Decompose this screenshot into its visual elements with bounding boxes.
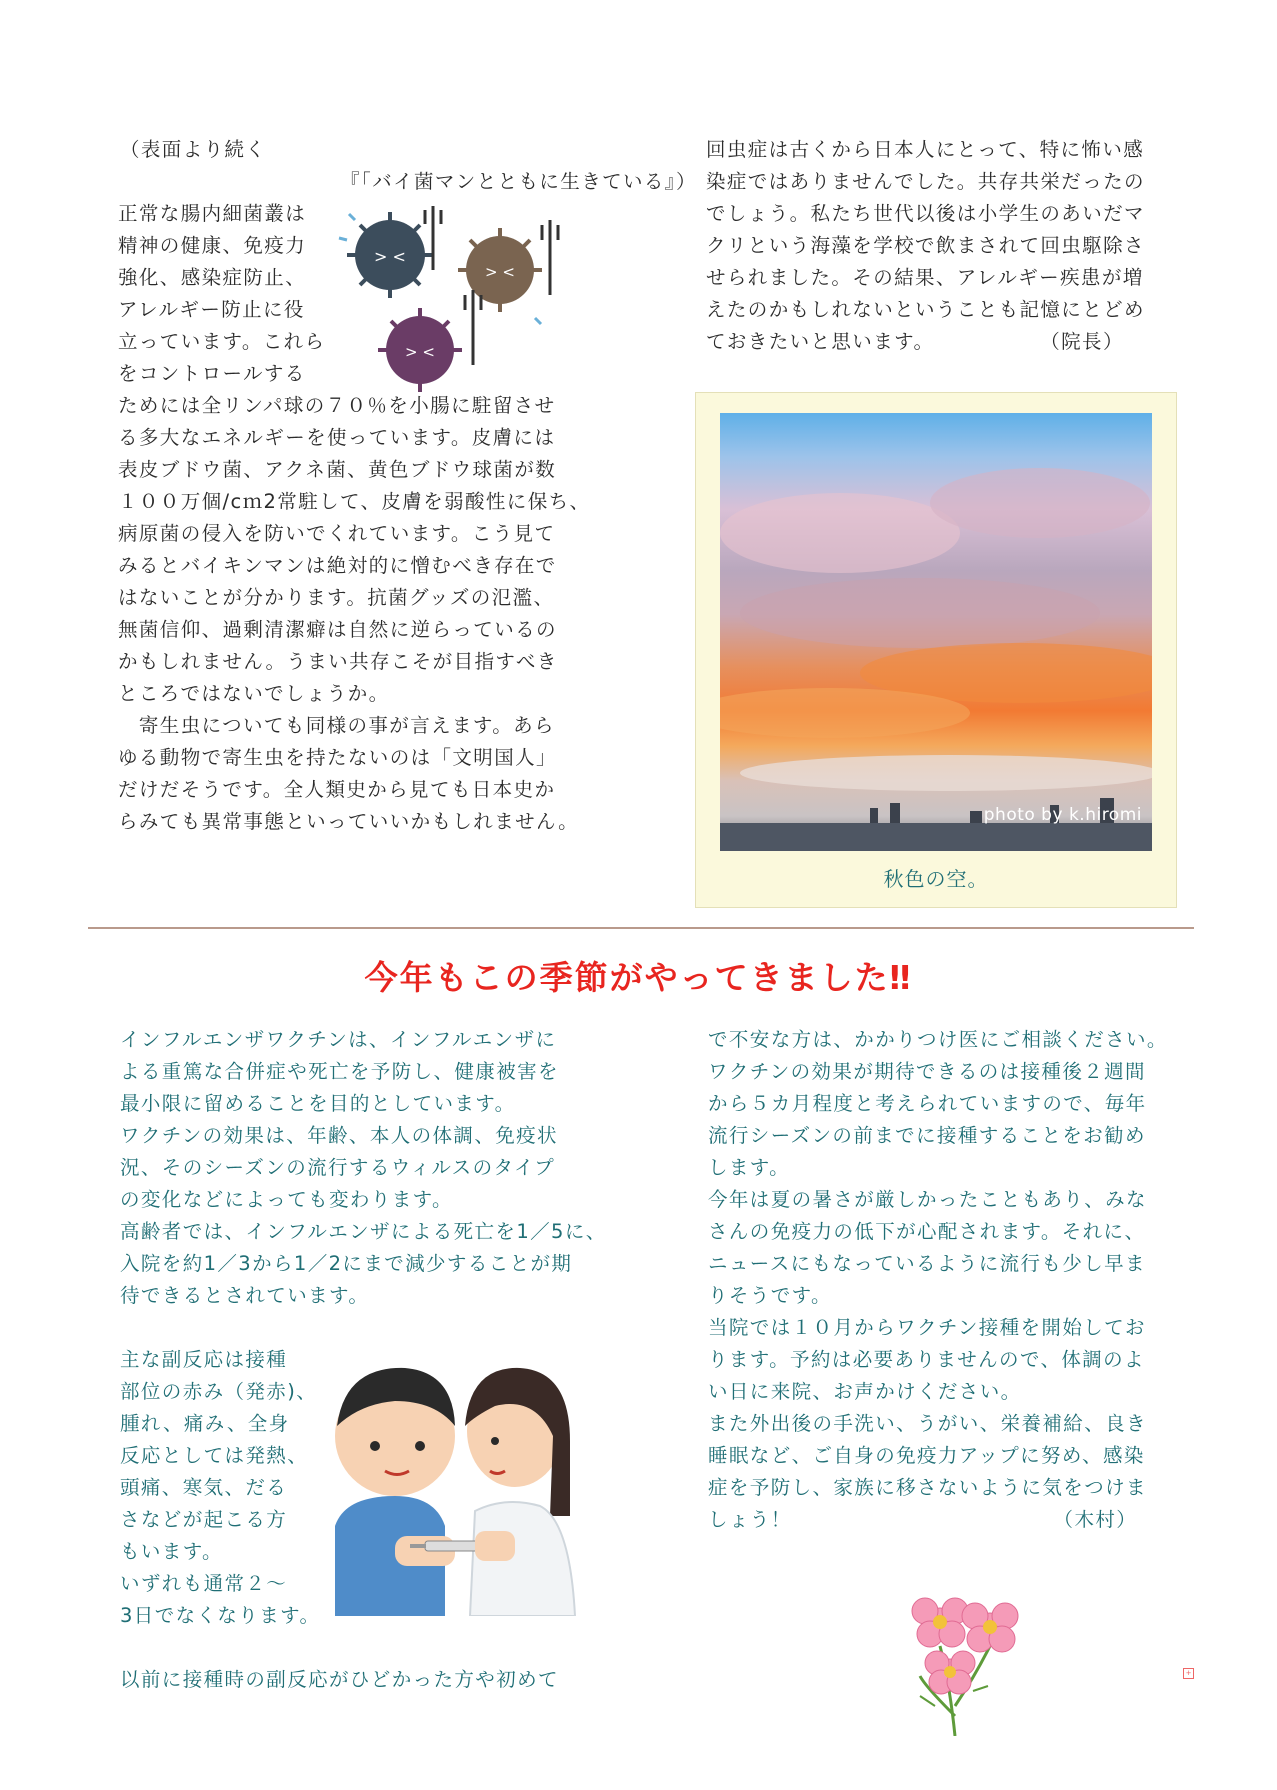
text-line: ためには全リンパ球の７０％を小腸に駐留させ (118, 394, 556, 417)
text-line: 病原菌の侵入を防いでくれています。こう見て (118, 522, 556, 545)
text-line: 以前に接種時の副反応がひどかった方や初めて (120, 1668, 559, 1691)
text-line: をコントロールする (118, 362, 306, 385)
text-line: ワクチンの効果は、年齢、本人の体調、免疫状 (120, 1124, 558, 1147)
text-line: さなどが起こる方 (120, 1508, 288, 1531)
text-line: ワクチンの効果が期待できるのは接種後２週間 (708, 1060, 1146, 1083)
article1-right-column (706, 134, 1182, 358)
text-line: いずれも通常２～ (120, 1572, 288, 1595)
text-line: ります。予約は必要ありませんので、体調のよ (708, 1348, 1145, 1371)
text-line: もいます。 (120, 1540, 223, 1563)
photo-frame (695, 392, 1177, 908)
text-line: でしょう。私たち世代以後は小学生のあいだマ (706, 202, 1145, 225)
text-line: 部位の赤み（発赤)、 (120, 1380, 318, 1403)
text-line: 強化、感染症防止、 (118, 266, 307, 289)
text-line: 待できるとされています。 (120, 1284, 370, 1307)
article2-left-column (120, 1024, 607, 1312)
text-line: 流行シーズンの前までに接種することをお勧め (708, 1124, 1146, 1147)
text-line: 3日でなくなります。 (120, 1604, 321, 1627)
text-line: えたのかもしれないということも記憶にとどめ (706, 298, 1145, 321)
text-line: します。 (708, 1156, 791, 1179)
photo-credit: photo by k.hiromi (983, 805, 1142, 825)
autumn-sky-photo (720, 413, 1152, 851)
text-line: 最小限に留めることを目的としています。 (120, 1092, 516, 1115)
text-line: 『「バイ菌マンとともに生きている』） (120, 170, 697, 193)
text-line: い日に来院、お声かけください。 (708, 1380, 1022, 1403)
text-line: また外出後の手洗い、うがい、栄養補給、良き (708, 1412, 1147, 1435)
text-line: 睡眠など、ご自身の免疫力アップに努め、感染 (708, 1444, 1145, 1467)
text-line: ニュースにもなっているように流行も少し早ま (708, 1252, 1146, 1275)
text-line: 症を予防し、家族に移さないように気をつけま (708, 1476, 1147, 1499)
article2-headline: 今年もこの季節がやってきました‼ (364, 958, 913, 997)
section-divider (88, 927, 1194, 929)
article2-left-bottom-text (120, 1664, 600, 1696)
text-line: はないことが分かります。抗菌グッズの氾濫、 (118, 586, 555, 609)
text-line: 今年は夏の暑さが厳しかったこともあり、みな (708, 1188, 1147, 1211)
text-line: 立っています。これら (118, 330, 326, 353)
cosmos-flower-icon (895, 1566, 1035, 1736)
text-line: 表皮ブドウ菌、アクネ菌、黄色ブドウ球菌が数 (118, 458, 557, 481)
text-line: 染症ではありませんでした。共存共栄だったの (706, 170, 1145, 193)
text-line: ておきたいと思います。 （院長） (706, 330, 1124, 353)
text-line: 回虫症は古くから日本人にとって、特に怖い感 (706, 138, 1145, 161)
text-line: から５カ月程度と考えられていますので、毎年 (708, 1092, 1147, 1115)
text-line: 寄生虫についても同様の事が言えます。あら (118, 714, 555, 737)
text-line: （表面より続く (120, 138, 267, 161)
text-line: る多大なエネルギーを使っています。皮膚には (118, 426, 556, 449)
text-line: 正常な腸内細菌叢は (118, 202, 307, 225)
text-line: せられました。その結果、アレルギー疾患が増 (706, 266, 1144, 289)
text-line: 精神の健康、免疫力 (118, 234, 307, 257)
text-line: かもしれません。うまい共存こそが目指すべき (118, 650, 558, 673)
text-line: りそうです。 (708, 1284, 832, 1307)
text-line: 当院では１０月からワクチン接種を開始してお (708, 1316, 1146, 1339)
text-line: アレルギー防止に役 (118, 298, 305, 321)
text-line: １００万個/cｍ2常駐して、皮膚を弱酸性に保ち、 (118, 490, 591, 513)
vaccination-illustration (325, 1346, 595, 1616)
svg-text:> <: > < (405, 343, 435, 361)
text-line: 況、そのシーズンの流行するウィルスのタイプ (120, 1156, 556, 1179)
svg-text:> <: > < (485, 263, 515, 281)
text-line: しょう！ （木村） (708, 1508, 1138, 1531)
svg-text:> <: > < (374, 247, 406, 266)
text-line: の変化などによっても変わります。 (120, 1188, 453, 1211)
text-line: で不安な方は、かかりつけ医にご相談ください。 (708, 1028, 1168, 1051)
text-line: 主な副反応は接種 (120, 1348, 288, 1371)
text-line: 頭痛、寒気、だる (120, 1476, 288, 1499)
text-line: クリという海藻を学校で飲まされて回虫駆除さ (706, 234, 1145, 257)
text-line: みるとバイキンマンは絶対的に憎むべき存在で (118, 554, 557, 577)
text-line: ゆる動物で寄生虫を持たないのは「文明国人」 (118, 746, 557, 769)
text-line: さんの免疫力の低下が心配されます。それに、 (708, 1220, 1146, 1243)
text-line: 腫れ、痛み、全身 (120, 1412, 290, 1435)
article2-right-column (708, 1024, 1188, 1536)
text-line: だけだそうです。全人類史から見ても日本史か (118, 778, 556, 801)
text-line: 入院を約1／3から1／2にまで減少することが期 (120, 1252, 573, 1275)
photo-caption: 秋色の空。 (883, 867, 989, 891)
text-line: 高齢者では、インフルエンザによる死亡を1／5に、 (120, 1220, 607, 1243)
article1-intro (120, 134, 697, 198)
page-mark-icon: + (1183, 1668, 1194, 1679)
text-line: 無菌信仰、過剰清潔癖は自然に逆らっているの (118, 618, 557, 641)
text-line: らみても異常事態といっていいかもしれません。 (118, 810, 579, 833)
article2-side-effects-text (120, 1344, 340, 1632)
text-line: インフルエンザワクチンは、インフルエンザに (120, 1028, 557, 1051)
germ-characters-icon (335, 200, 575, 400)
text-line: ところではないでしょうか。 (118, 682, 390, 705)
text-line: 反応としては発熱、 (120, 1444, 309, 1467)
text-line: よる重篤な合併症や死亡を予防し、健康被害を (120, 1060, 559, 1083)
